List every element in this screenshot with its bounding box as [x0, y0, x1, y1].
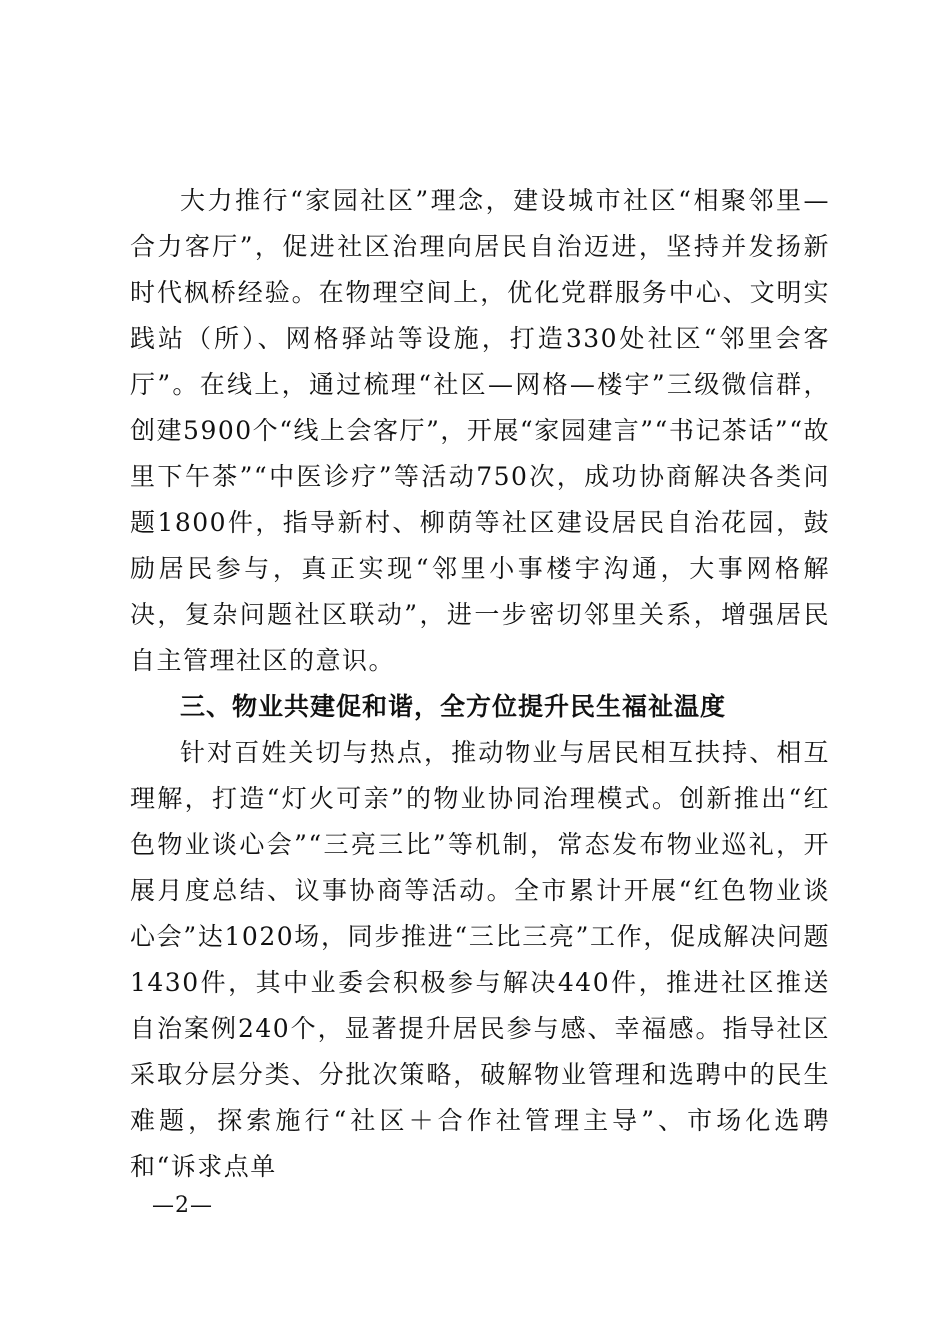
page-number: —2— [152, 1193, 213, 1218]
body-text [130, 178, 830, 1190]
paragraph-home-community: 大力推行“家园社区”理念，建设城市社区“相聚邻里—合力客厅”，促进社区治理向居民自治迈进，坚持并发扬新时代枫桥经验。在物理空间上，优化党群服务中心、文明实践站（所）、网格驿站等设施，打造330处社区“邻里会客厅”。在线上，通过梳理“社区—网格—楼宇”三级微信群，创建5900个“线上会客厅”，开展“家园建言”“书记茶话”“故里下午茶”“中医诊疗”等活动750次，成功协商解决各类问题1800件，指导新村、柳荫等社区建设居民自治花园，鼓励居民参与，真正实现“邻里小事楼宇沟通，大事网格解决，复杂问题社区联动”，进一步密切邻里关系，增强居民自主管理社区的意识。 [130, 186, 830, 675]
paragraph-property-coconstruction: 针对百姓关切与热点，推动物业与居民相互扶持、相互理解，打造“灯火可亲”的物业协同治理模式。创新推出“红色物业谈心会”“三亮三比”等机制，常态发布物业巡礼，开展月度总结、议事协商等活动。全市累计开展“红色物业谈心会”达1020场，同步推进“三比三亮”工作，促成解决问题1430件，其中业委会积极参与解决440件，推进社区推送自治案例240个，显著提升居民参与感、幸福感。指导社区采取分层分类、分批次策略，破解物业管理和选聘中的民生难题，探索施行“社区＋合作社管理主导”、市场化选聘和“诉求点单 [130, 738, 830, 1181]
section-heading-3: 三、物业共建促和谐，全方位提升民生福祉温度 [180, 692, 727, 721]
